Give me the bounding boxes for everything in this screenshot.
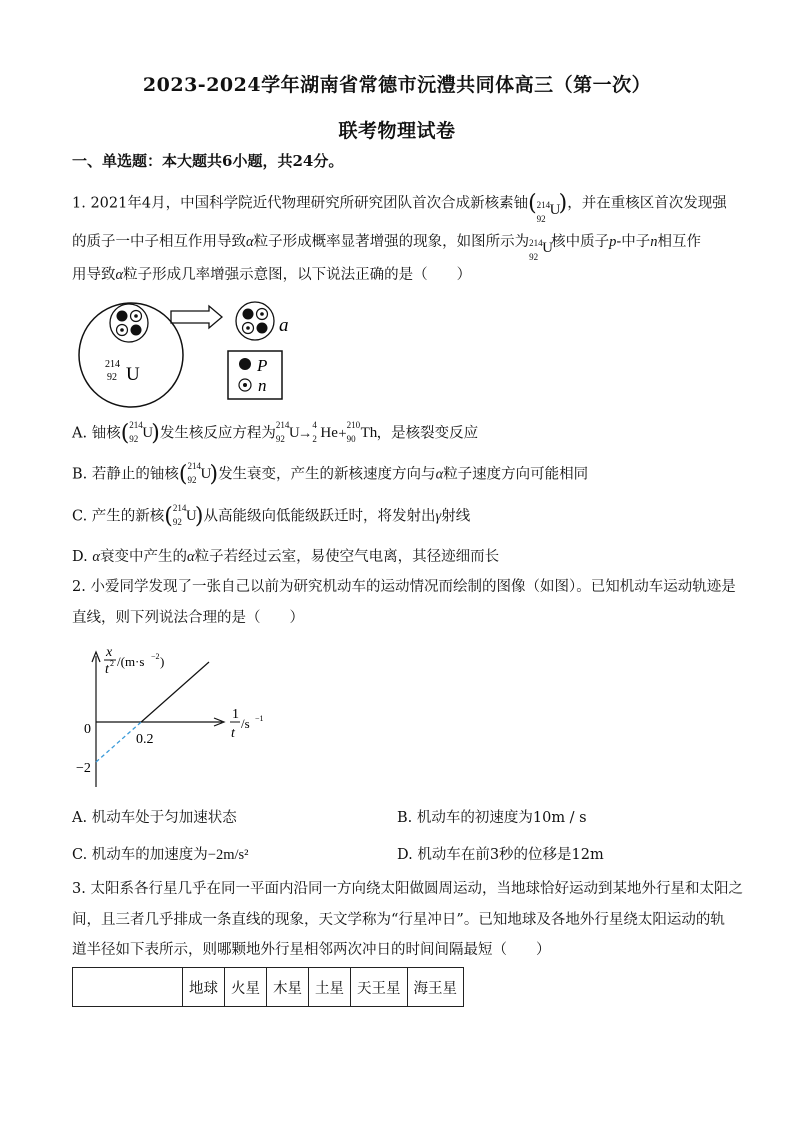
section-heading: 一、单选题：本大题共6小题，共24分。 <box>72 152 344 170</box>
table-cell: 土星 <box>309 968 351 1007</box>
svg-text:−2: −2 <box>151 652 160 661</box>
q2-line1: 2. 小爱同学发现了一张自己以前为研究机动车的运动情况而绘制的图像（如图）。已知机动车运动轨迹是 <box>72 579 736 595</box>
q1-option-c: C. 产生的新核( 214 92 U )从高能级向低能级跃迁时，将发射出γ射线 <box>72 502 471 529</box>
figure-mass-number: 214 <box>105 359 120 370</box>
svg-text:n: n <box>258 376 267 395</box>
isotope-u214: 214 92 U <box>529 238 553 262</box>
q2-line2: 直线，则下列说法合理的是（ ） <box>72 610 304 626</box>
q1-line3: 用导致α粒子形成几率增强示意图，以下说法正确的是（ ） <box>72 267 472 283</box>
svg-text:−1: −1 <box>255 714 264 723</box>
table-cell: 天王星 <box>351 968 408 1007</box>
table-cell: 火星 <box>225 968 267 1007</box>
alpha-particle-circle <box>236 302 274 340</box>
q1-option-d: D. α衰变中产生的α粒子若经过云室，易使空气电离，其径迹细而长 <box>72 549 500 565</box>
y-label-den: t <box>105 662 109 677</box>
q2-option-c: C. 机动车的加速度为−2m/s² <box>72 847 249 863</box>
exam-title-line1: 2023-2024学年湖南省常德市沅澧共同体高三（第一次） <box>142 74 652 96</box>
figure-atomic-number: 92 <box>107 372 117 383</box>
figure-symbol: U <box>126 364 140 385</box>
q1-nucleus-figure <box>72 296 312 411</box>
legend-box <box>228 351 282 399</box>
q3-line1: 3. 太阳系各行星几乎在同一平面内沿同一方向绕太阳做圆周运动，当地球恰好运动到某地外行星和太阳之 <box>72 881 743 897</box>
isotope-u214: 214 92 U <box>536 199 561 224</box>
q3-line2: 间，且三者几乎排成一条直线的现象，天文学称为“行星冲日”。已知地球及各地外行星绕太阳运动的轨 <box>72 912 725 928</box>
arrow-icon <box>171 306 222 328</box>
graph-solid-line <box>141 662 209 722</box>
alpha-cluster-circle <box>110 304 148 342</box>
y-label-num: x <box>106 645 113 660</box>
table-row <box>73 968 464 1007</box>
svg-text:/s: /s <box>241 716 250 731</box>
svg-text:): ) <box>160 654 165 669</box>
q2-option-a: A. 机动车处于匀加速状态 <box>72 810 237 826</box>
svg-text:1: 1 <box>232 707 239 722</box>
exam-title-line2: 联考物理试卷 <box>338 120 456 142</box>
proton-legend-icon <box>239 358 251 370</box>
q2-option-b: B. 机动车的初速度为10m / s <box>397 810 587 826</box>
table-cell: 木星 <box>267 968 309 1007</box>
q1-option-a: A. 铀核( 214 92 U )发生核反应方程为 214 92 U → 4 2 He + 210 90 Th ，是核裂变反应 <box>72 419 479 446</box>
planet-table <box>72 967 464 1007</box>
q2-option-d: D. 机动车在前3秒的位移是12m <box>397 847 604 863</box>
svg-text:P: P <box>257 356 268 375</box>
x-intercept-label: 0.2 <box>136 732 154 747</box>
table-cell: 海王星 <box>407 968 464 1007</box>
q2-graph <box>72 642 282 792</box>
q1-option-b: B. 若静止的铀核( 214 92 U )发生衰变，产生的新核速度方向与α粒子速度方向可能相同 <box>72 460 589 487</box>
graph-dashed-line <box>96 722 141 762</box>
table-cell: 地球 <box>183 968 225 1007</box>
origin-label: 0 <box>84 722 91 737</box>
q1-line2: 的质子一中子相互作用导致α粒子形成概率显著增强的现象，如图所示为 214 92 U 核中质子p-中子n相互作 <box>72 227 722 258</box>
table-cell <box>73 968 183 1007</box>
q1-line1: 1. 2021年4月，中国科学院近代物理研究所研究团队首次合成新核素铀( 214 92 U )，并在重核区首次发现强 <box>72 191 727 224</box>
y-label-unit: /(m·s <box>117 654 145 669</box>
q3-line3: 道半径如下表所示，则哪颗地外行星相邻两次冲日的时间间隔最短（ ） <box>72 942 551 958</box>
svg-text:2: 2 <box>110 659 114 668</box>
svg-text:t: t <box>231 726 235 741</box>
alpha-label: a <box>279 315 289 336</box>
y-intercept-label: −2 <box>76 761 91 776</box>
